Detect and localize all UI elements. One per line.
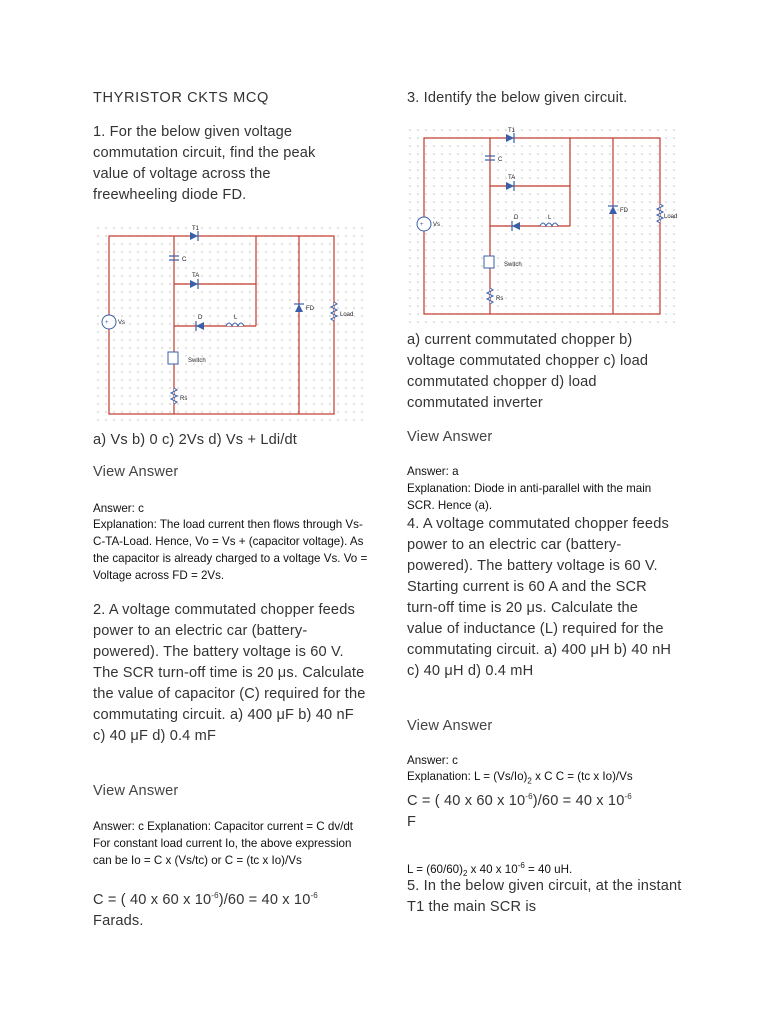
svg-text:FD: FD	[620, 208, 628, 214]
resistor-rs-icon	[487, 288, 493, 304]
diode-d-icon	[196, 322, 204, 330]
svg-text:C: C	[182, 257, 187, 263]
diode-d-icon	[512, 222, 520, 230]
svg-text:Rs: Rs	[180, 396, 188, 402]
svg-text:C: C	[498, 157, 503, 163]
inductor-l-icon	[540, 223, 558, 226]
question-5-text: 5. In the below given circuit, at the instant T1 the main SCR is	[407, 878, 682, 915]
svg-text:Switch: Switch	[504, 262, 522, 268]
svg-text:TA: TA	[192, 273, 200, 279]
inductance-result: $L = (60/60)_2$ x 40 x $10^{-6} = 40$ uH.	[407, 861, 573, 879]
svg-text:+: +	[420, 222, 424, 228]
load-resistor-icon	[657, 204, 663, 223]
question-3-options: a) current commutated chopper b) voltage commutated chopper c) load commutated chopper d) load commutated inverter	[407, 332, 649, 411]
svg-text:L: L	[548, 215, 552, 221]
svg-text:T1: T1	[192, 226, 200, 232]
page-title: THYRISTOR CKTS MCQ	[93, 90, 269, 106]
explanation-4: Explanation: $L = (Vs/Io)_2$ x C C = (tc x Io)/Vs	[407, 770, 633, 786]
freewheeling-diode-icon	[609, 206, 617, 214]
answer-4: Answer: c	[407, 754, 458, 767]
svg-text:Load: Load	[664, 214, 678, 220]
resistor-rs-icon	[171, 388, 177, 404]
svg-text:L: L	[234, 315, 238, 321]
circuit-diagram-q1	[94, 224, 364, 424]
question-1-options: a) Vs b) 0 c) 2Vs d) Vs + Ldi/dt	[93, 432, 297, 448]
circuit-diagram-q3	[406, 126, 678, 328]
question-1-text: 1. For the below given voltage commutation circuit, find the peak value of voltage across the freewheeling diode FD.	[93, 124, 316, 203]
view-answer-link[interactable]: View Answer	[407, 429, 493, 445]
circuit-q1-svg	[94, 224, 364, 424]
svg-text:Rs: Rs	[496, 296, 504, 302]
freewheeling-diode-icon	[295, 304, 303, 312]
thyristor-t1-icon	[190, 232, 198, 240]
switch-icon	[168, 352, 178, 364]
question-2-text: 2. A voltage commutated chopper feeds power to an electric car (battery-powered). The battery voltage is 60 V. The SCR turn-off time is 20 μs. Calculate the value of capacitor (C) required for the commutating circuit. a) 400 μF b) 40 nF c) 40 μF d) 0.4 mF	[93, 602, 366, 744]
load-resistor-icon	[331, 302, 337, 321]
svg-text:Switch: Switch	[188, 358, 206, 364]
svg-text:D: D	[198, 315, 203, 321]
thyristor-ta-icon	[506, 182, 514, 190]
svg-text:+: +	[105, 320, 109, 326]
explanation-3: Explanation: Diode in anti-parallel with the main SCR. Hence (a).	[407, 482, 652, 512]
circuit-wire	[109, 236, 334, 414]
label-vs: Vs	[118, 320, 126, 326]
question-3-text: 3. Identify the below given circuit.	[407, 90, 628, 106]
svg-text:FD: FD	[306, 306, 314, 312]
answer-2: Answer: c Explanation: Capacitor current = C dv/dt For constant load current Io, the above expression can be Io = C x (Vs/tc) or C = (tc x Io)/Vs	[93, 820, 354, 867]
inductor-l-icon	[226, 323, 244, 326]
circuit-q3-svg	[406, 126, 678, 328]
formula-2: C = ( 40 x 60 x $10^{-6})/60 = 40$ x $10^{-6}$ Farads.	[93, 891, 318, 929]
svg-text:Vs: Vs	[433, 222, 441, 228]
answer-1: Answer: c	[93, 502, 144, 515]
svg-text:TA: TA	[508, 175, 516, 181]
answer-3: Answer: a	[407, 465, 459, 478]
switch-icon	[484, 256, 494, 268]
view-answer-link[interactable]: View Answer	[93, 783, 179, 799]
thyristor-ta-icon	[190, 280, 198, 288]
explanation-1: Explanation: The load current then flows through Vs-C-TA-Load. Hence, Vo = Vs + (capacitor voltage). As the capacitor is already charged to a voltage Vs. Vo = Voltage across FD = 2Vs.	[93, 518, 368, 582]
formula-4: C = ( 40 x 60 x $10^{-6})/60 = 40$ x $10^{-6}$ F	[407, 792, 632, 830]
thyristor-t1-icon	[506, 134, 514, 142]
svg-text:Load: Load	[340, 312, 354, 318]
view-answer-link[interactable]: View Answer	[93, 464, 179, 480]
svg-text:D: D	[514, 215, 519, 221]
question-4-text: 4. A voltage commutated chopper feeds power to an electric car (battery-powered). The battery voltage is 60 V. Starting current is 60 A and the SCR turn-off time is 20 μs. Calculate the value of inductance (L) required for the commutating circuit. a) 400 μH b) 40 nH c) 40 μH d) 0.4 mH	[407, 516, 672, 679]
view-answer-link[interactable]: View Answer	[407, 718, 493, 734]
svg-text:T1: T1	[508, 128, 516, 134]
